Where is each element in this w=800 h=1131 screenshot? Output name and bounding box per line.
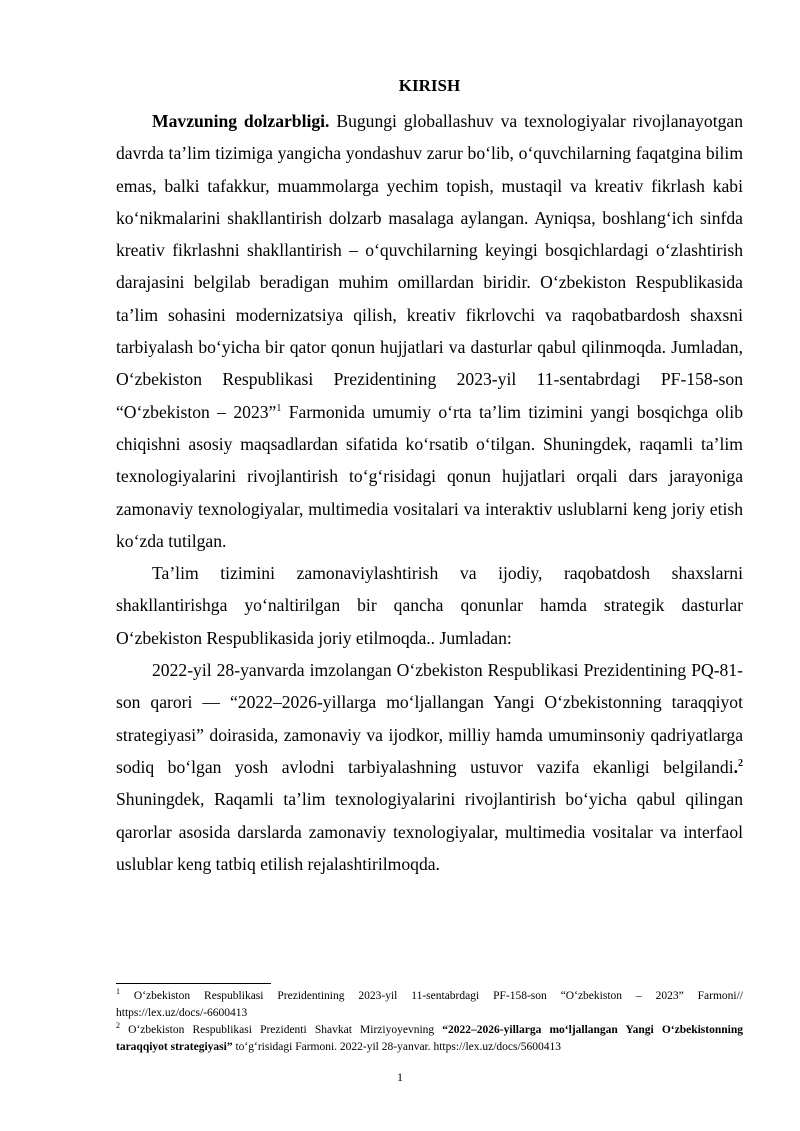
footnote-bold-title: “2022–2026-yillarga mo‘ljallangan Yangi O‘zbekistonning taraqqiyot strategiyasi”: [116, 1024, 743, 1053]
paragraph-lead: Mavzuning dolzarbligi.: [152, 111, 330, 131]
footnote-text: to‘g‘risidagi Farmoni. 2022-yil 28-yanvar. https://lex.uz/docs/5600413: [232, 1041, 561, 1053]
footnote-text: O‘zbekiston Respublikasi Prezidenti Shavkat Mirziyoyevning: [120, 1024, 443, 1036]
paragraph-reforms: Ta’lim tizimini zamonaviylashtirish va ijodiy, raqobatdosh shaxslarni shakllantirishga yo‘naltirilgan bir qancha qonunlar hamda strategik dasturlar O‘zbekiston Respublikasida joriy etilmoqda.. Jumladan:: [116, 563, 743, 648]
paragraph-strategy: [116, 654, 743, 880]
page-body: [116, 74, 743, 880]
footnote-ref-1[interactable]: 1: [276, 402, 282, 414]
footnote-1: [116, 988, 743, 1022]
paragraph-text: Bugungi globallashuv va texnologiyalar rivojlanayotgan davrda ta’lim tizimiga yangicha yondashuv zarur bo‘lib, o‘quvchilarning faqatgina bilim emas, balki tafakkur, muammolarga yechim topish, mustaqil va kreativ fikrlash kabi ko‘nikmalarini shakllantirish dolzarb masalaga aylangan. Ayniqsa, boshlang‘ich sinfda kreativ fikrlashni shakllantirish – o‘quvchilarning keyingi bosqichlardagi o‘zlashtirish darajasini belgilab beradigan muhim omillardan biridir. O‘zbekiston Respublikasida ta’lim sohasini modernizatsiya qilish, kreativ fikrlovchi va raqobatbardosh shaxsni tarbiyalash bo‘yicha bir qator qonun hujjatlari va dasturlar qabul qilinmoqda. Jumladan, O‘zbekiston Respublikasi Prezidentining 2023-yil 11-sentabrdagi PF-158-son “O‘zbekiston – 2023”: [116, 111, 743, 422]
footnote-text: O‘zbekiston Respublikasi Prezidentining 2023-yil 11-sentabrdagi PF-158-son “O‘zbekiston – 2023” Farmoni// https://lex.uz/docs/-6600413: [116, 990, 743, 1019]
section-heading: KIRISH: [398, 76, 461, 95]
paragraph-dot: .: [733, 756, 738, 777]
footnote-ref-2[interactable]: 2: [738, 758, 743, 770]
paragraph-text: Shuningdek, Raqamli ta’lim texnologiyalarini rivojlantirish bo‘yicha qabul qilingan qarorlar asosida darslarda zamonaviy texnologiyalar, multimedia vositalar va interfaol uslublar keng tatbiq etilish rejalashtirilmoqda.: [116, 789, 743, 874]
footnote-mark-1: 1: [116, 987, 120, 997]
paragraph-relevance: [116, 105, 743, 557]
page-number: 1: [397, 1070, 403, 1084]
footnote-separator: [116, 983, 271, 984]
footnote-2: [116, 1022, 743, 1056]
paragraph-text: 2022-yil 28-yanvarda imzolangan O‘zbekiston Respublikasi Prezidentining PQ-81-son qarori — “2022–2026-yillarga mo‘ljallangan Yangi O‘zbekistonning taraqqiyot strategiyasi” doirasida, zamonaviy va ijodkor, milliy hamda umuminsoniy qadriyatlarga sodiq bo‘lgan yosh avlodni tarbiyalashning ustuvor vazifa ekanligi belgilandi: [116, 660, 743, 777]
paragraph-text: Farmonida umumiy o‘rta ta’lim tizimini yangi bosqichga olib chiqishni asosiy maqsadlardan sifatida ko‘rsatib o‘tilgan. Shuningdek, raqamli ta’lim texnologiyalarini rivojlantirish to‘g‘risidagi qonun hujjatlari orqali dars jarayoniga zamonaviy texnologiyalar, multimedia vositalari va interaktiv uslublarni keng joriy etish ko‘zda tutilgan.: [116, 401, 743, 551]
footnote-mark-2: 2: [116, 1021, 120, 1031]
footnotes-section: [116, 983, 743, 1056]
